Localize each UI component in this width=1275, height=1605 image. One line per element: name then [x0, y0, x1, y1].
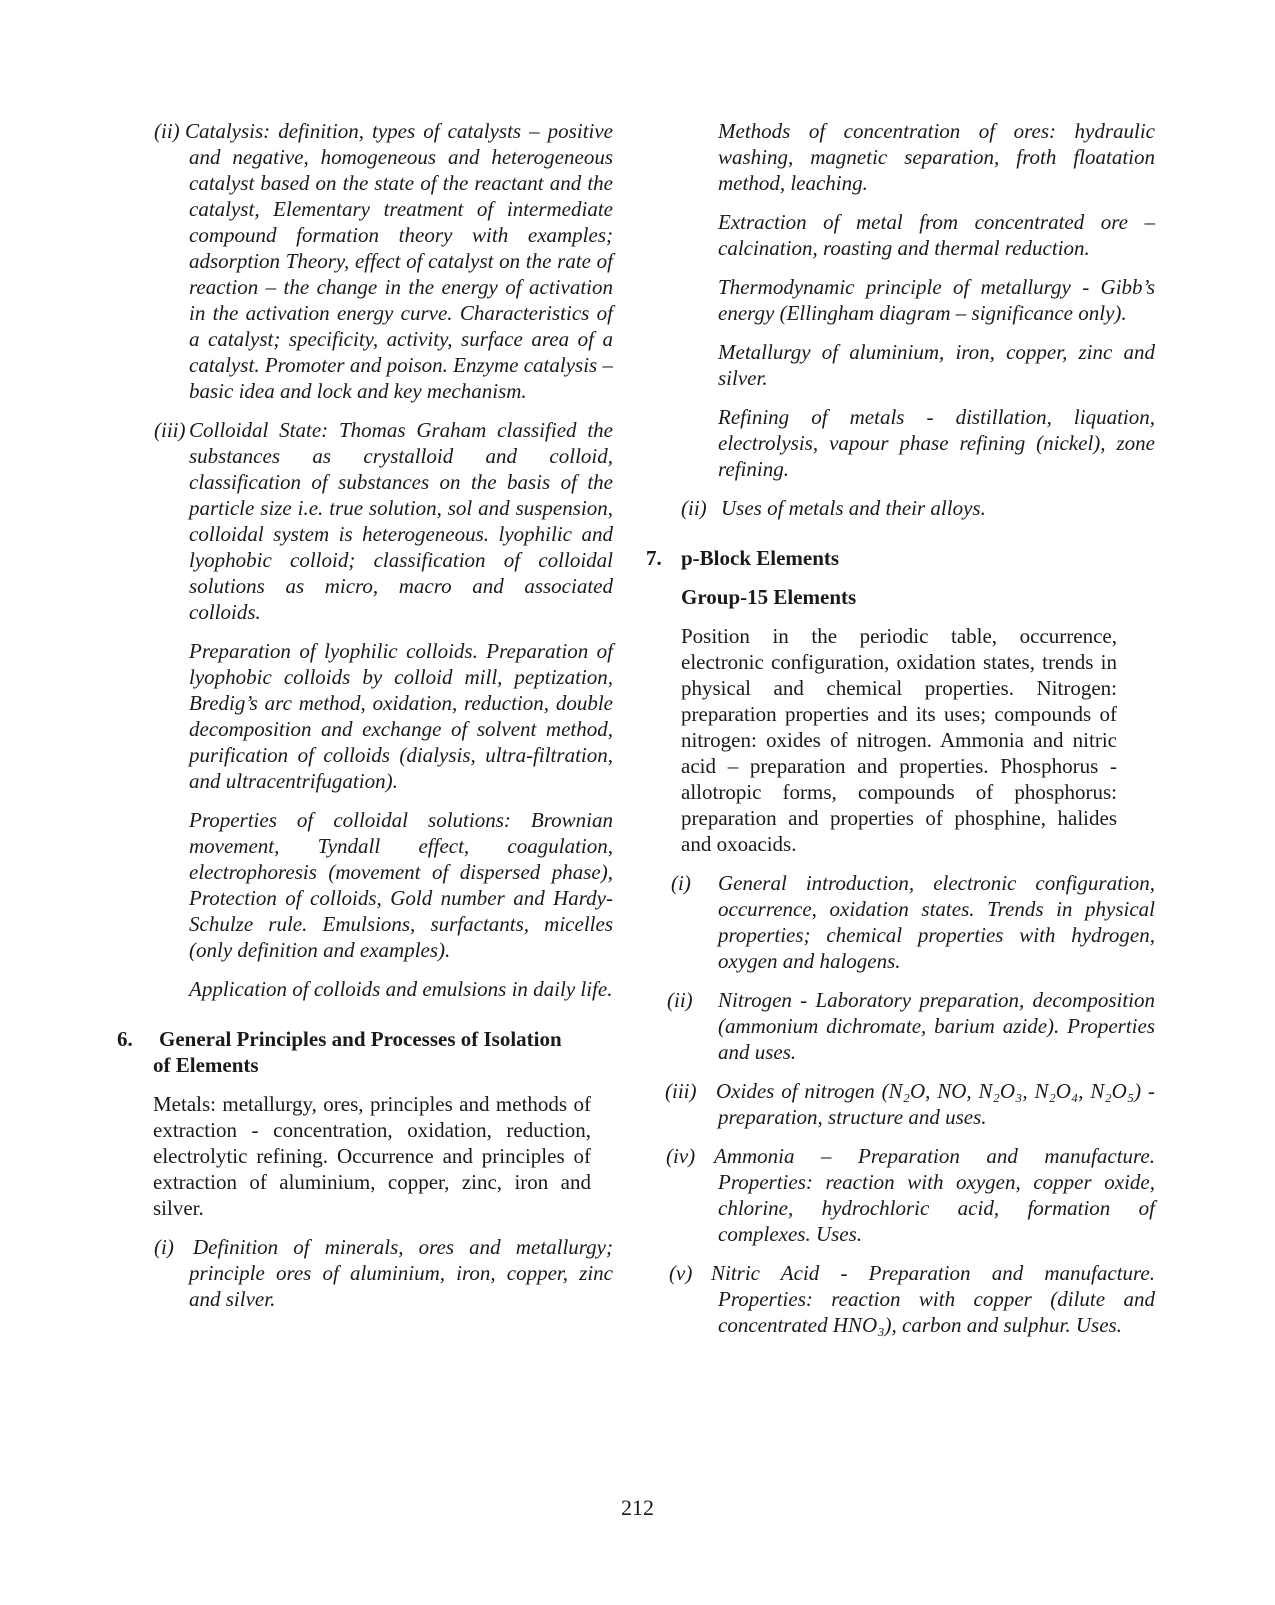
group-15-item [661, 987, 1155, 1065]
oxides-of-nitrogen-text: Oxides of nitrogen (N₂O, NO, N₂O₃, N₂O₄, N₂O₅) - preparation, structure and uses. [716, 1079, 1155, 1129]
catalysis-item [121, 118, 613, 404]
left-column [117, 118, 613, 1325]
colloidal-state-text: Colloidal State: Thomas Graham classified the substances as crystalloid and colloid, classification of substances on the basis of the particle size i.e. true solution, sol and suspension, colloidal system is heterogeneous. lyophilic and lyophobic colloid; classification of colloidal solutions as micro, macro and associated colloids. [189, 418, 613, 624]
section-6-title-line1: General Principles and Processes of Isolation [159, 1027, 562, 1051]
section-6-title-line2: of Elements [153, 1053, 259, 1077]
page-number: 212 [621, 1495, 654, 1520]
right-column [646, 118, 1155, 1351]
metallurgy-metals-paragraph: Metallurgy of aluminium, iron, copper, zinc and silver. [718, 340, 1155, 390]
item-marker: (ii) [667, 988, 693, 1012]
uses-of-metals-text: Uses of metals and their alloys. [721, 496, 986, 520]
section-number: 6. [117, 1027, 133, 1051]
item-marker: (v) [669, 1261, 693, 1285]
concentration-methods-paragraph: Methods of concentration of ores: hydraulic washing, magnetic separation, froth floatation method, leaching. [718, 119, 1155, 195]
item-marker: (i) [671, 871, 691, 895]
item-marker: (iv) [666, 1144, 696, 1168]
uses-of-metals-item [661, 495, 1155, 521]
general-introduction-text: General introduction, electronic configuration, occurrence, oxidation states. Trends in physical properties; chemical properties with hydrogen, oxygen and halogens. [718, 871, 1155, 973]
refining-paragraph: Refining of metals - distillation, liquation, electrolysis, vapour phase refining (nickel), zone refining. [718, 405, 1155, 481]
section-7-title: p-Block Elements [681, 546, 840, 570]
ammonia-text: Ammonia – Preparation and manufacture. Properties: reaction with oxygen, copper oxide, chlorine, hydrochloric acid, formation of complexes. Uses. [714, 1144, 1155, 1246]
colloidal-state-item [121, 417, 613, 625]
minerals-item [121, 1234, 613, 1312]
thermodynamic-principle-paragraph: Thermodynamic principle of metallurgy - Gibb’s energy (Ellingham diagram – significance only). [718, 275, 1155, 325]
group-15-item [661, 1143, 1155, 1247]
item-marker: (ii) [154, 119, 180, 143]
section-6-intro: Metals: metallurgy, ores, principles and methods of extraction - concentration, oxidation, reduction, electrolytic refining. Occurrence and principles of extraction of aluminium, copper, zinc, iron and silver. [153, 1092, 591, 1220]
item-marker: (i) [154, 1235, 174, 1259]
section-7-heading [646, 545, 1155, 571]
catalysis-text: Catalysis: definition, types of catalysts – positive and negative, homogeneous and heterogeneous catalyst based on the state of the reactant and the catalyst, Elementary treatment of intermediate compound formation theory with examples; adsorption Theory, effect of catalyst on the rate of reaction – the change in the energy of activation in the activation energy curve. Characteristics of a catalyst; specificity, activity, surface area of a catalyst. Promoter and poison. Enzyme catalysis – basic idea and lock and key mechanism. [185, 119, 613, 403]
item-marker: (iii) [665, 1079, 697, 1103]
group-15-item [661, 1260, 1155, 1338]
section-6-heading [117, 1026, 613, 1078]
group-15-item [661, 870, 1155, 974]
item-marker: (iii) [154, 418, 186, 442]
section-number: 7. [646, 546, 662, 570]
group-15-intro: Position in the periodic table, occurrence, electronic configuration, oxidation states, trends in physical and chemical properties. Nitrogen: preparation properties and its uses; compounds of nitrogen: oxides of nitrogen. Ammonia and nitric acid – preparation and properties. Phosphorus - allotropic forms, compounds of phosphorus: preparation and properties of phosphine, halides and oxoacids. [681, 624, 1117, 856]
colloid-preparation-paragraph: Preparation of lyophilic colloids. Preparation of lyophobic colloids by colloid mill, peptization, Bredig’s arc method, oxidation, reduction, double decomposition and exchange of solvent method, purification of colloids (dialysis, ultra-filtration, and ultracentrifugation). [189, 639, 613, 793]
item-marker: (ii) [681, 496, 707, 520]
extraction-paragraph: Extraction of metal from concentrated ore – calcination, roasting and thermal reduction. [718, 210, 1155, 260]
group-15-heading: Group-15 Elements [681, 585, 857, 609]
colloid-application-paragraph: Application of colloids and emulsions in daily life. [189, 977, 613, 1001]
nitric-acid-text: Nitric Acid - Preparation and manufacture. Properties: reaction with copper (dilute and concentrated HNO₃), carbon and sulphur. Uses. [711, 1261, 1155, 1337]
group-15-item [661, 1078, 1155, 1130]
colloid-properties-paragraph: Properties of colloidal solutions: Brownian movement, Tyndall effect, coagulation, electrophoresis (movement of dispersed phase), Protection of colloids, Gold number and Hardy- Schulze rule. Emulsions, surfactants, micelles (only definition and examples). [189, 808, 613, 962]
minerals-text: Definition of minerals, ores and metallurgy; principle ores of aluminium, iron, copper, zinc and silver. [189, 1235, 613, 1311]
nitrogen-text: Nitrogen - Laboratory preparation, decomposition (ammonium dichromate, barium azide). Properties and uses. [718, 988, 1155, 1064]
